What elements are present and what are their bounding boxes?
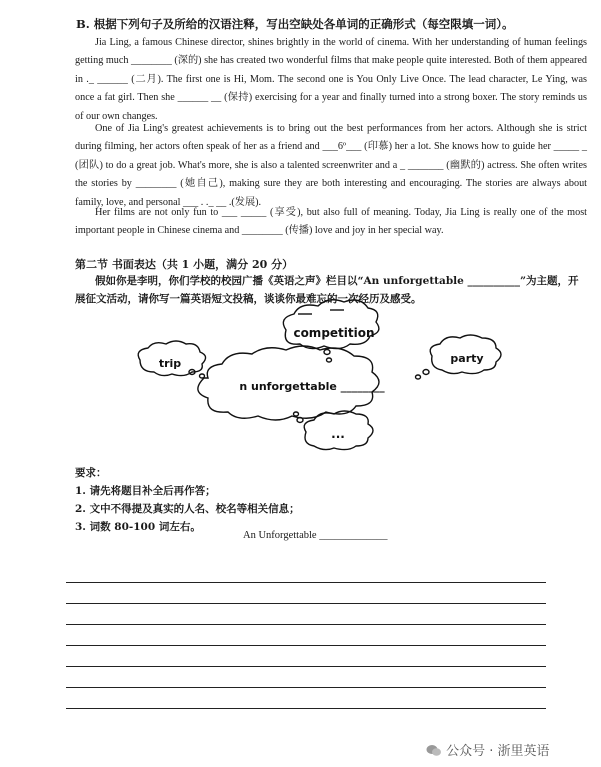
writing-task-text: 假如你是李明，你们学校的校园广播《英语之声》栏目以“An unforgettable __________”为主题，开展征文活动，请你写一篇英语短文投稿，谈谈你最难忘的一次经历及感受。 — [75, 275, 579, 305]
paragraph-2-text: One of Jia Ling's greatest achievements is to bring out the best performances from her actors. Although she is strict during filming, her actors often speak of her as a friend and ___6º___ (印慕) her a lot. She knows how to guide her _____ _ (团队) to do a great job. What's more, she is also a talented screenwriter and a _ _______ (幽默的) actress. She often writes the stories by ________ (她自己), making sure they are both interesting and encouraging. The stories are always about family, love, and personal ___ . ._ __ .(发展). — [75, 123, 587, 208]
cloud-trip — [138, 341, 205, 376]
watermark — [426, 740, 550, 759]
writing-line[interactable] — [66, 708, 546, 709]
writing-line[interactable] — [66, 582, 546, 583]
watermark-text: 公众号 · 浙里英语 — [446, 744, 550, 759]
essay-title: An Unforgettable _____________ — [243, 530, 388, 541]
paragraph-3-text: Her films are not only fun to ___ _____ (享受), but also full of meaning. Today, Jia Ling is really one of the most important people in Chinese cinema and ________ (传播) love and joy in her special way. — [75, 207, 587, 237]
writing-line[interactable] — [66, 687, 546, 688]
writing-line[interactable] — [66, 645, 546, 646]
cloud-trip-label: trip — [158, 357, 182, 370]
section-2-heading: 第二节 书面表达（共 1 小题，满分 20 分） — [75, 258, 294, 271]
requirements-label: 要求： — [75, 467, 107, 479]
cloud-center — [198, 346, 379, 420]
writing-task — [75, 272, 587, 308]
paragraph-2 — [75, 120, 587, 212]
writing-line[interactable] — [66, 624, 546, 625]
cloud-party — [430, 335, 501, 374]
cloud-center-label: n unforgettable ________ — [239, 380, 385, 393]
writing-line[interactable] — [66, 603, 546, 604]
section-b-heading: B. 根据下列句子及所给的汉语注释，写出空缺处各单词的正确形式（每空限填一词）。 — [76, 17, 514, 31]
requirements — [75, 464, 300, 536]
paragraph-1 — [75, 34, 587, 126]
wechat-icon — [426, 744, 442, 757]
cloud-competition-label: competition — [293, 326, 375, 340]
requirement-item-1: 1. 请先将题目补全后再作答； — [75, 485, 216, 497]
cloud-party-label: party — [450, 352, 484, 365]
paragraph-1-text: Jia Ling, a famous Chinese director, shines brightly in the world of cinema. With her understanding of human feelings getting much ________ (深的) she has created two wonderful films that make people quite interested. Both of them appeared in ._ ______ (二月). The first one is Hi, Mom. The second one is You Only Live Once. The lead character, Le Ying, was once a fat girl. Then she ______ __ (保持) exercising for a year and finally turned into a strong boxer. The story reminds us of our own changes. — [75, 37, 587, 122]
cloud-bottom — [304, 411, 373, 450]
writing-line[interactable] — [66, 666, 546, 667]
requirement-item-2: 2. 文中不得提及真实的人名、校名等相关信息； — [75, 503, 300, 515]
paragraph-3 — [75, 204, 587, 241]
requirement-item-3: 3. 词数 80-100 词左右。 — [75, 521, 201, 533]
cloud-bottom-label: ... — [331, 427, 345, 441]
